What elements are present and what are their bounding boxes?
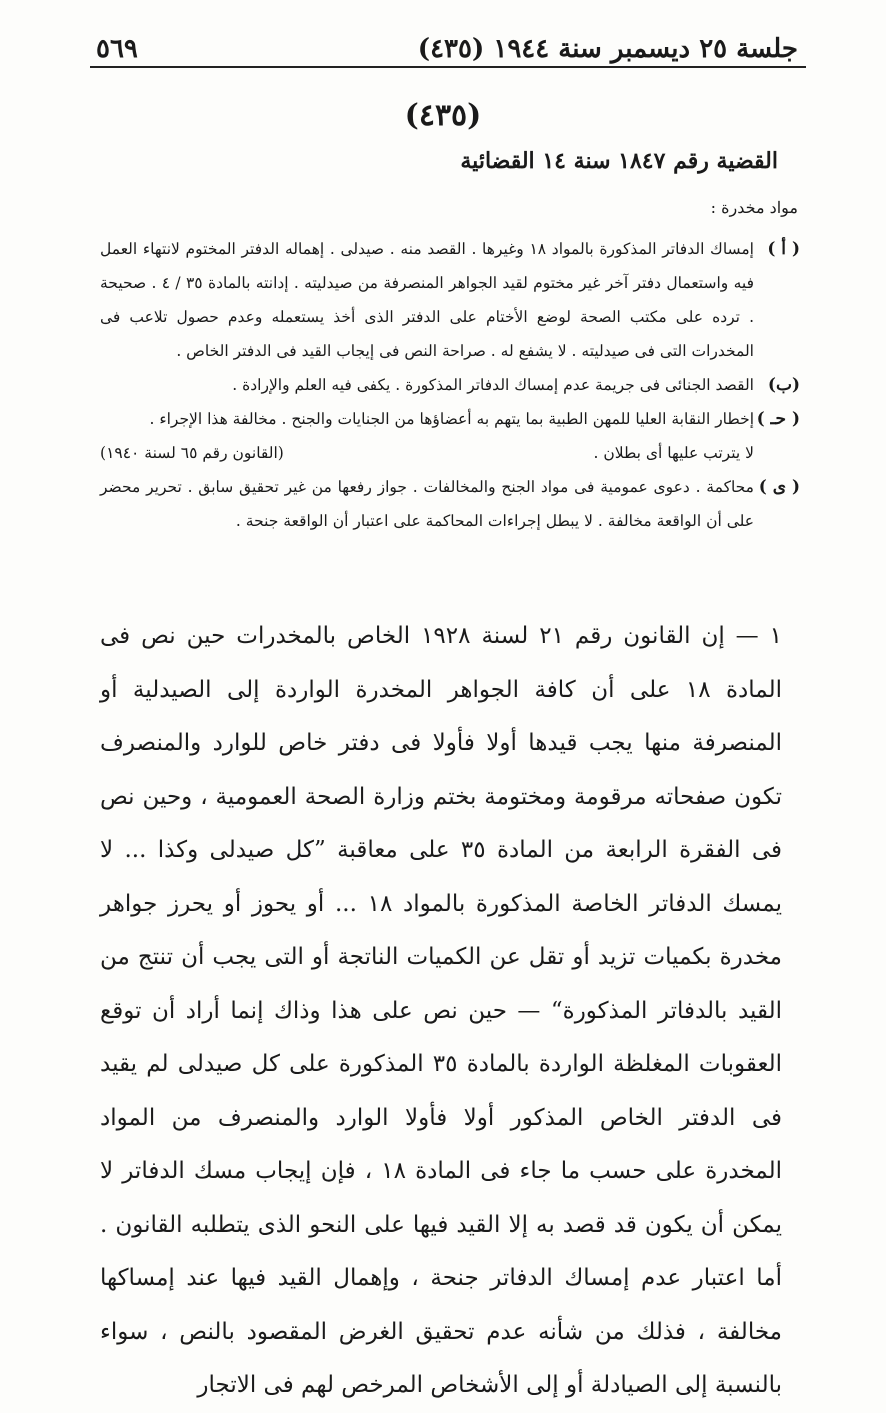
running-title: جلسة ٢٥ ديسمبر سنة ١٩٤٤ (٤٣٥) <box>417 34 798 64</box>
summary-item-b <box>100 368 800 402</box>
summary-text-tail: لا يترتب عليها أى بطلان . <box>593 444 754 462</box>
header-rule <box>90 66 806 68</box>
running-head <box>96 18 798 64</box>
summary-item-d <box>100 470 800 538</box>
summary-letter: (ب) <box>767 375 800 395</box>
law-reference: (القانون رقم ٦٥ لسنة ١٩٤٠) <box>100 444 284 462</box>
summary-text: محاكمة . دعوى عمومية فى مواد الجنح والمخالفات . جواز رفعها من غير تحقيق سابق . تحرير محضر على أن الواقعة مخالفة . لا يبطل إجراءات المحاكمة على اعتبار أن الواقعة جنحة . <box>100 478 754 530</box>
summary-list <box>100 232 800 538</box>
summary-letter: ( حـ ) <box>756 409 800 429</box>
body-paragraph: ١ — إن القانون رقم ٢١ لسنة ١٩٢٨ الخاص بالمخدرات حين نص فى المادة ١٨ على أن كافة الجواهر المخدرة الواردة إلى الصيدلية أو المنصرفة منها يجب قيدها أولا فأولا فى دفتر خاص للوارد والمنصرف تكون صفحاته مرقومة ومختومة بختم وزارة الصحة العمومية ، وحين نص فى الفقرة الرابعة من المادة ٣٥ على معاقبة ”كل صيدلى وكذا ... لا يمسك الدفاتر الخاصة المذكورة بالمواد ١٨ ... أو يحوز أو يحرز جواهر مخدرة بكميات تزيد أو تقل عن الكميات الناتجة أو التى يجب أن تنتج من القيد بالدفاتر المذكورة“ — حين نص على هذا وذاك إنما أراد أن توقع العقوبات المغلظة الواردة بالمادة ٣٥ المذكورة على كل صيدلى لم يقيد فى الدفتر الخاص المذكور أولا فأولا الوارد والمنصرف من المواد المخدرة على حسب ما جاء فى المادة ١٨ ، فإن إيجاب مسك الدفاتر لا يمكن أن يكون قد قصد به إلا القيد فيها على النحو الذى يتطلبه القانون . أما اعتبار عدم إمساك الدفاتر جنحة ، وإهمال القيد فيها عند إمساكها مخالفة ، فذلك من شأنه عدم تحقيق الغرض المقصود بالنص ، سواء بالنسبة إلى الصيادلة أو إلى الأشخاص المرخص لهم فى الاتجار <box>100 623 783 1398</box>
summary-item-a <box>100 232 800 368</box>
summary-text: إخطار النقابة العليا للمهن الطبية بما يتهم به أعضاؤها من الجنايات والجنح . مخالفة هذا الإجراء . <box>149 410 754 428</box>
articles-label: مواد مخدرة : <box>710 198 798 217</box>
case-number: (٤٣٥) <box>404 98 482 133</box>
summary-line <box>100 436 754 470</box>
page-number: ٥٦٩ <box>96 34 138 64</box>
summary-text: إمساك الدفاتر المذكورة بالمواد ١٨ وغيرها . القصد منه . صيدلى . إهماله الدفتر المختوم لانتهاء العمل فيه واستعمال دفتر آخر غير مختوم لقيد الجواهر المنصرفة من صيدليته . إدانته بالمادة ٣٥ / ٤ . صحيحة . ترده على مكتب الصحة لوضع الأختام على الدفتر الذى أخذ يستعمله وعدم حصول تلاعب فى المخدرات التى فى صيدليته . لا يشفع له . صراحة النص فى إيجاب القيد فى الدفتر الخاص . <box>100 240 754 360</box>
summary-letter: ( أ ) <box>767 239 800 259</box>
case-title: القضية رقم ١٨٤٧ سنة ١٤ القضائية <box>460 148 778 174</box>
summary-text: القصد الجنائى فى جريمة عدم إمساك الدفاتر المذكورة . يكفى فيه العلم والإرادة . <box>232 376 754 394</box>
summary-letter: ( ى ) <box>758 477 800 497</box>
summary-item-c <box>100 402 800 470</box>
